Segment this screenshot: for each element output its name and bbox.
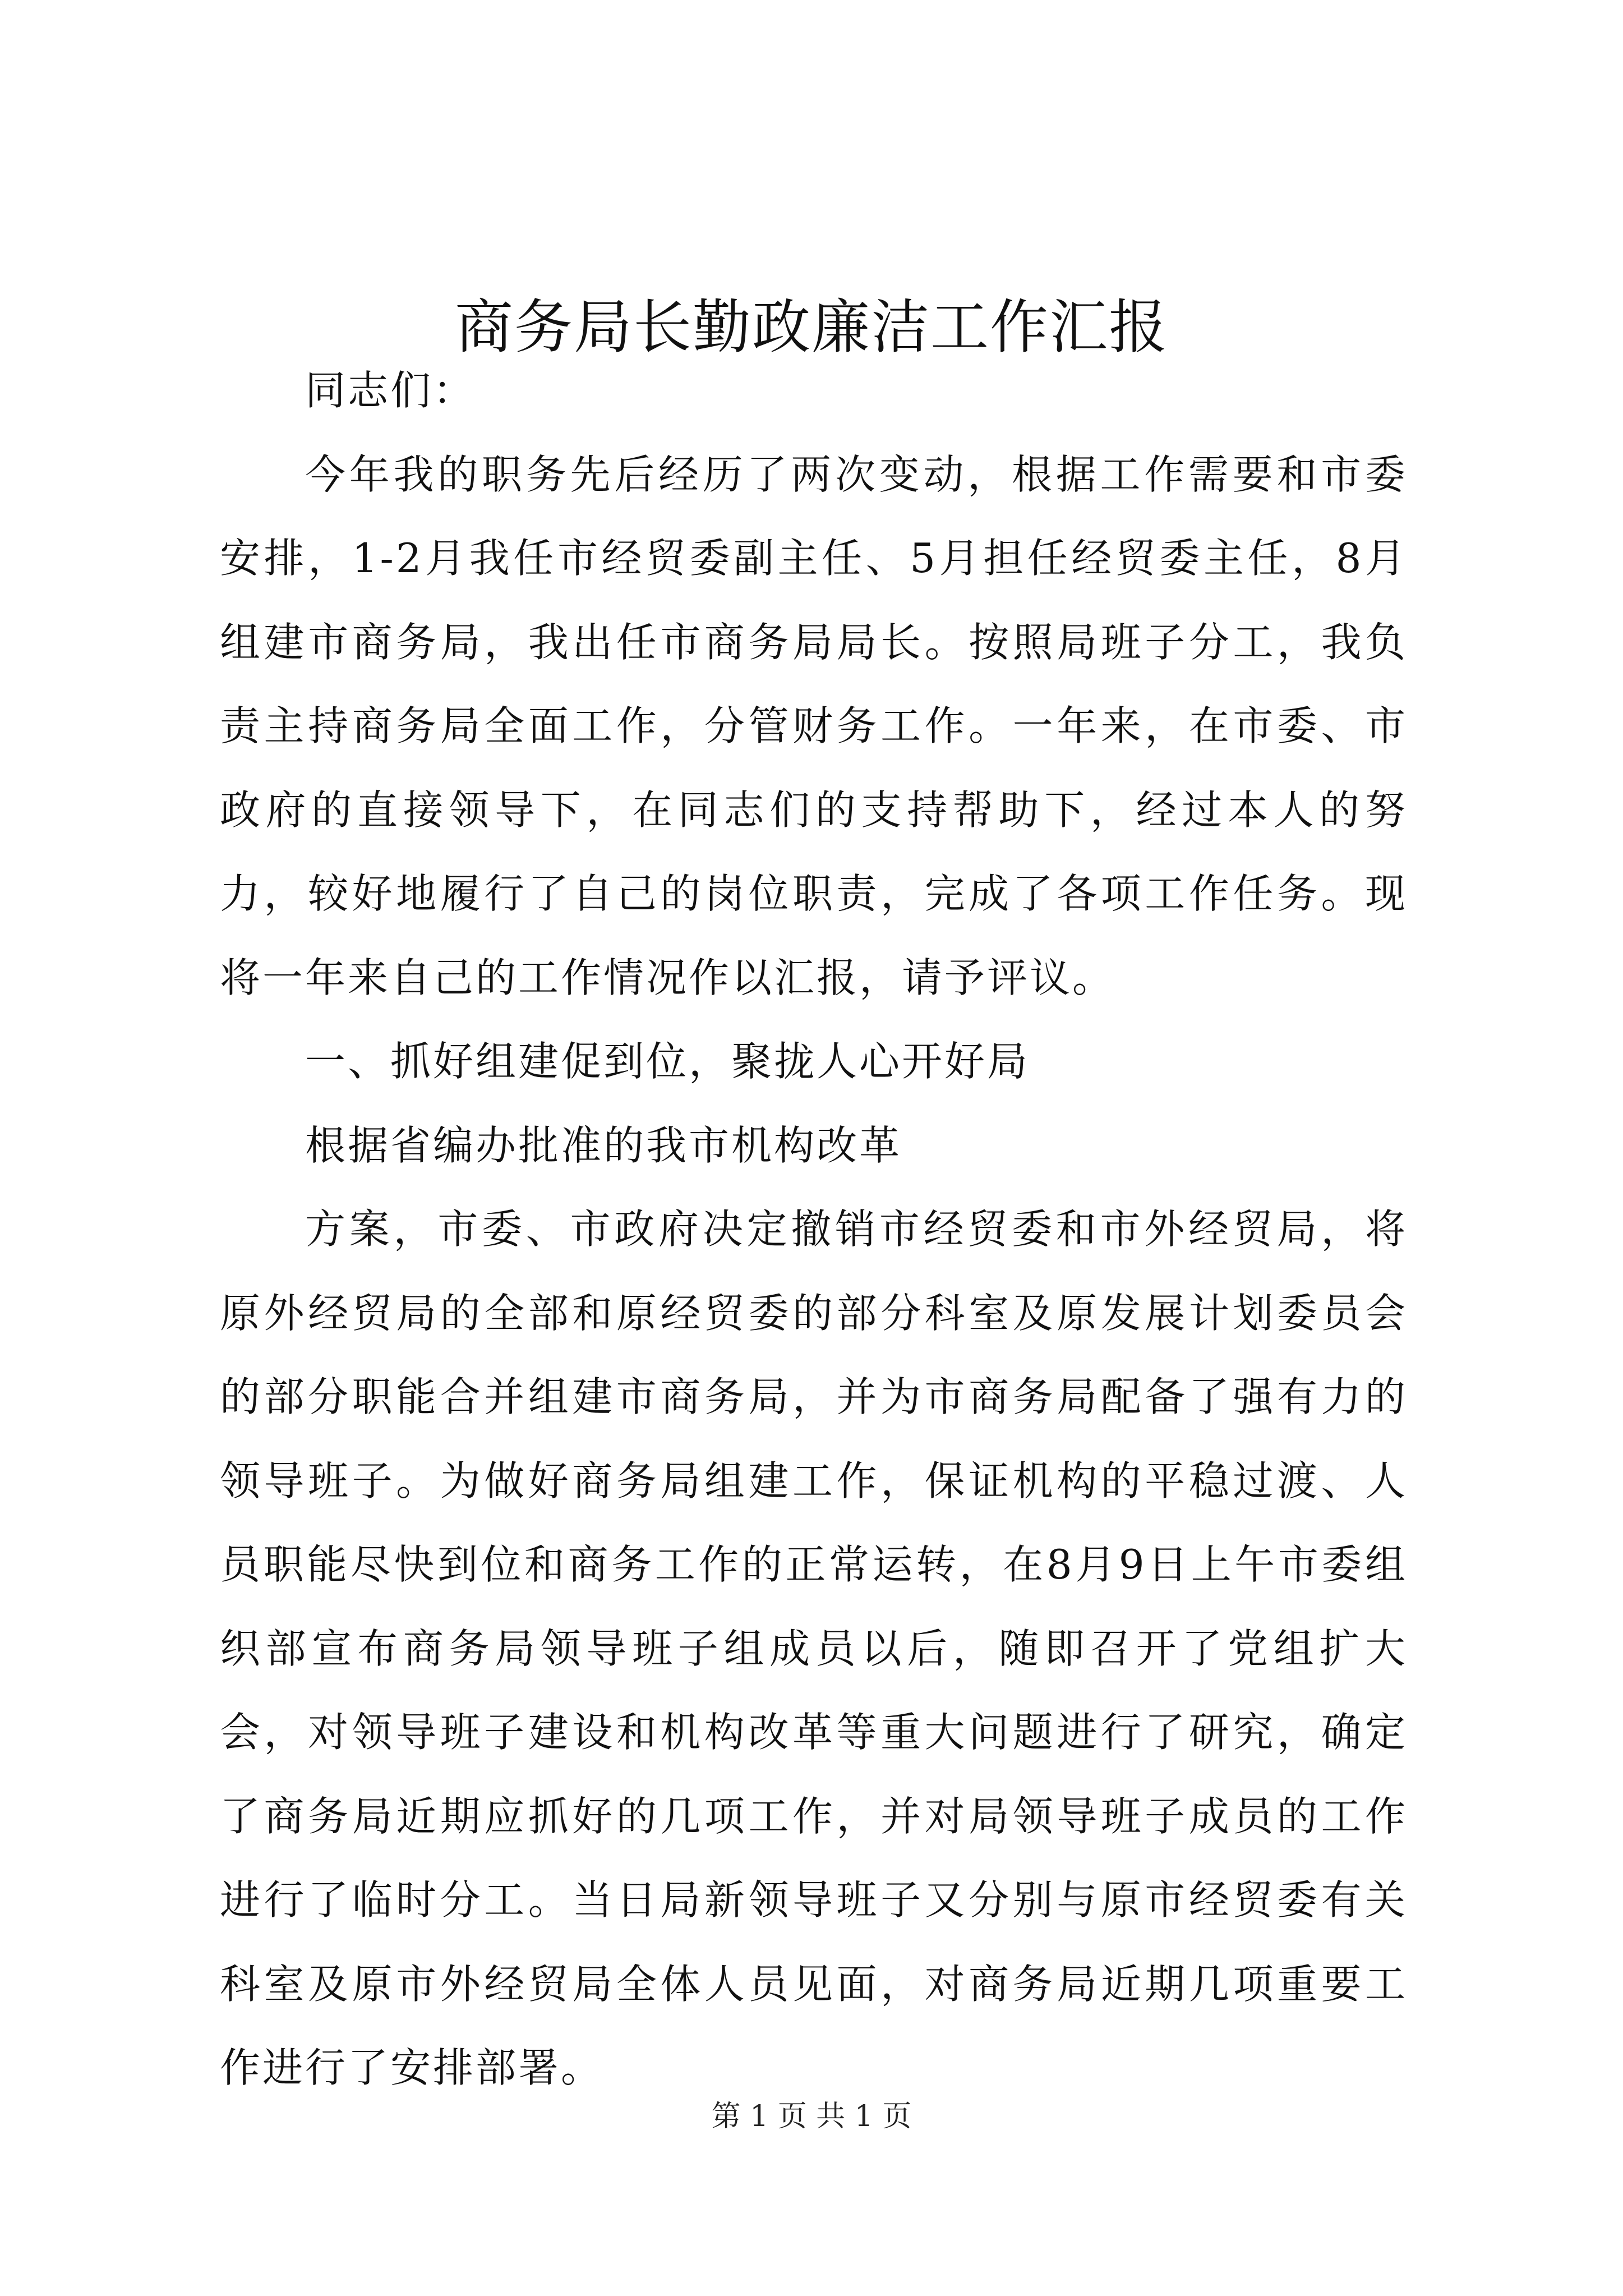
section-heading-1: 一、抓好组建促到位，聚拢人心开好局 <box>305 1038 1030 1085</box>
page-footer: 第 1 页 共 1 页 <box>711 2100 912 2133</box>
paragraph-section-1-body: 方案，市委、市政府决定撤销市经贸委和市外经贸局，将原外经贸局的全部和原经贸委的部分科室及原发展计划委员会的部分职能合并组建市商务局，并为市商务局配备了强有力的领导班子。为做好商务局组建工作，保证机构的平稳过渡、人员职能尽快到位和商务工作的正常运转，在8月9日上午市委组织部宣布商务局领导班子组成员以后，随即召开了党组扩大会，对领导班子建设和机构改革等重大问题进行了研究，确定了商务局近期应抓好的几项工作，并对局领导班子成员的工作进行了临时分工。当日局新领导班子又分别与原市经贸委有关科室及原市外经贸局全体人员见面，对商务局近期几项重要工作进行了安排部署。 <box>220 1205 1408 2091</box>
document-body <box>220 349 1408 2110</box>
document-title: 商务局长勤政廉洁工作汇报 <box>454 293 1168 361</box>
salutation: 同志们： <box>305 367 476 414</box>
paragraph-section-1-lead: 根据省编办批准的我市机构改革 <box>305 1121 902 1169</box>
paragraph-intro: 今年我的职务先后经历了两次变动，根据工作需要和市委安排，1-2月我任市经贸委副主任、5月担任经贸委主任，8月组建市商务局，我出任市商务局局长。按照局班子分工，我负责主持商务局全面工作，分管财务工作。一年来，在市委、市政府的直接领导下，在同志们的支持帮助下，经过本人的努力，较好地履行了自己的岗位职责，完成了各项工作任务。现将一年来自己的工作情况作以汇报，请予评议。 <box>220 450 1408 1001</box>
